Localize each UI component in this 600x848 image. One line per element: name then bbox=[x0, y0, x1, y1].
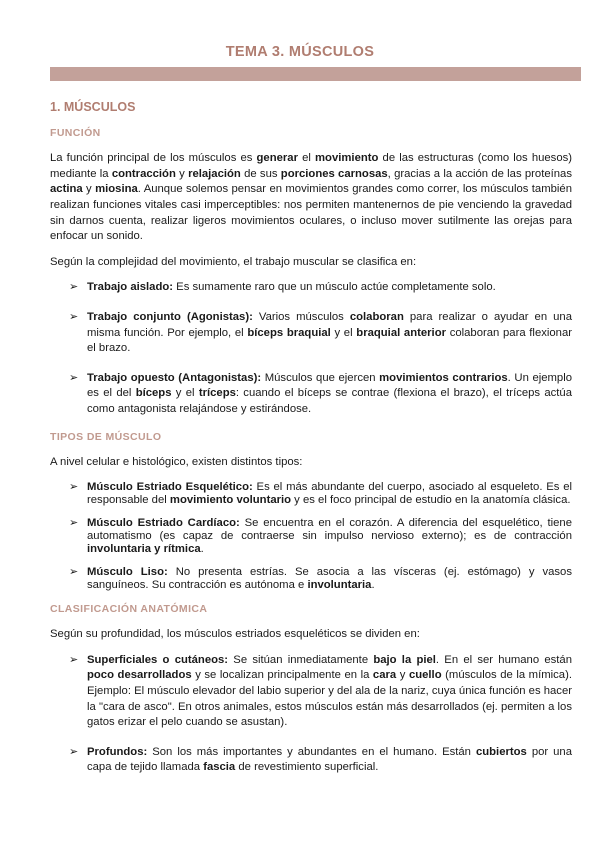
bold-text: movimiento bbox=[315, 152, 379, 165]
text-run: . Aunque solemos pensar en movimientos grandes como correr, los músculos también realizan funciones vitales casi imperceptibles: nos permiten mantenernos de pie venciendo la gravedad sin darnos cuenta, realizar ligeros movimientos oculares, o incluso mover sutilmente las orejas para enfocar un sonido. bbox=[50, 183, 572, 243]
text-run: . bbox=[371, 578, 375, 591]
bold-text: bíceps bbox=[135, 387, 172, 400]
bold-text: involuntaria bbox=[307, 578, 372, 591]
list-item bbox=[50, 566, 572, 592]
arrow-bullet-icon: ➢ bbox=[69, 281, 79, 294]
bold-text: actina bbox=[50, 183, 83, 196]
text-run: , gracias a la acción de las proteínas bbox=[387, 167, 572, 180]
arrow-bullet-icon: ➢ bbox=[69, 653, 79, 666]
bold-text: relajación bbox=[188, 167, 241, 180]
text-run: de revestimiento superficial. bbox=[235, 761, 379, 774]
list-trabajo bbox=[50, 280, 572, 417]
bold-text: cuello bbox=[408, 669, 442, 682]
bold-text: cubiertos bbox=[475, 745, 527, 758]
text-run: Se encuentra en el corazón. A diferencia del esquelético, tiene automatismo (es capaz de contraerse sin impulso nervioso externo); es de contracción bbox=[87, 516, 572, 542]
bold-text: Músculo Estriado Esquelético: bbox=[87, 480, 253, 493]
bold-text: Superficiales o cutáneos: bbox=[87, 653, 229, 666]
section-heading: 1. MÚSCULOS bbox=[50, 100, 136, 114]
list-item bbox=[50, 517, 572, 556]
list-clasificacion bbox=[50, 653, 572, 776]
paragraph-clasificacion-intro: Según su profundidad, los músculos estriados esqueléticos se dividen en: bbox=[50, 628, 420, 641]
text-run: Es el más abundante del cuerpo, asociado al esqueleto. Es el responsable del bbox=[87, 480, 572, 506]
bold-text: bajo la piel bbox=[373, 653, 436, 666]
text-run: y bbox=[396, 669, 409, 682]
text-run: por una capa de tejido llamada bbox=[87, 745, 572, 774]
subsection-heading-funcion: FUNCIÓN bbox=[50, 126, 101, 139]
list-item bbox=[50, 310, 572, 357]
text-run: Son los más importantes y abundantes en el humano. Están bbox=[147, 745, 476, 758]
bold-text: fascia bbox=[203, 761, 236, 774]
text-run: Se sitúan inmediatamente bbox=[228, 653, 374, 666]
bold-text: involuntaria y rítmica bbox=[87, 542, 201, 555]
paragraph-trabajo-intro: Según la complejidad del movimiento, el trabajo muscular se clasifica en: bbox=[50, 255, 417, 268]
bold-text: movimientos contrarios bbox=[379, 371, 508, 384]
page-title: TEMA 3. MÚSCULOS bbox=[225, 44, 375, 60]
text-run: colaboran para flexionar el brazo. bbox=[87, 326, 572, 355]
bold-text: movimiento voluntario bbox=[169, 493, 292, 506]
text-run: Músculos que ejercen bbox=[261, 371, 380, 384]
content bbox=[50, 100, 572, 790]
bold-text: Profundos: bbox=[87, 745, 148, 758]
text-run: y es el foco principal de estudio en la anatomía clásica. bbox=[291, 493, 571, 506]
bold-text: cara bbox=[372, 669, 397, 682]
text-run: . bbox=[200, 542, 204, 555]
list-item bbox=[50, 481, 572, 507]
list-tipos bbox=[50, 481, 572, 592]
bold-text: Trabajo opuesto (Antagonistas): bbox=[87, 371, 262, 384]
arrow-bullet-icon: ➢ bbox=[69, 480, 79, 493]
list-item bbox=[50, 280, 572, 296]
arrow-bullet-icon: ➢ bbox=[69, 745, 79, 758]
text-run: el bbox=[297, 152, 316, 165]
text-run: y se localizan principalmente en la bbox=[191, 669, 373, 682]
text-run: Varios músculos bbox=[252, 310, 350, 323]
arrow-bullet-icon: ➢ bbox=[69, 371, 79, 384]
arrow-bullet-icon: ➢ bbox=[69, 310, 79, 323]
text-run: y el bbox=[171, 387, 199, 400]
paragraph-funcion bbox=[50, 151, 572, 245]
text-run: y el bbox=[330, 326, 357, 339]
text-run: La función principal de los músculos es bbox=[50, 152, 257, 165]
list-item bbox=[50, 371, 572, 418]
bold-text: generar bbox=[256, 152, 298, 165]
text-run: No presenta estrías. Se asocia a las vísceras (ej. estómago) y vasos sanguíneos. Su contracción es autónoma e bbox=[87, 565, 572, 591]
bold-text: Trabajo conjunto (Agonistas): bbox=[87, 310, 253, 323]
title-divider-bar bbox=[50, 67, 581, 81]
text-run: de sus bbox=[240, 167, 281, 180]
bold-text: miosina bbox=[95, 183, 138, 196]
text-run: de las estructuras (como los huesos) mediante la bbox=[50, 152, 573, 180]
bold-text: poco desarrollados bbox=[87, 669, 192, 682]
text-run: : cuando el bíceps se contrae (flexiona el brazo), el tríceps actúa como antagonista relajándose y estirándose. bbox=[87, 387, 572, 415]
list-item bbox=[50, 745, 572, 776]
paragraph-tipos-intro: A nivel celular e histológico, existen distintos tipos: bbox=[50, 456, 303, 469]
text-run: y bbox=[82, 183, 96, 196]
subsection-heading-tipos: TIPOS DE MÚSCULO bbox=[50, 430, 162, 443]
text-run: (músculos de la mímica). Ejemplo: El músculo elevador del labio superior y del ala de la nariz, cuya única función es hacer la "cara de asco". En otros animales, estos músculos están más desarrollados (ej. permiten a los gatos erizar el pelo cuando se asustan). bbox=[87, 669, 572, 729]
list-item bbox=[50, 653, 572, 731]
arrow-bullet-icon: ➢ bbox=[69, 516, 79, 529]
bold-text: Músculo Estriado Cardíaco: bbox=[87, 516, 240, 529]
bold-text: contracción bbox=[111, 167, 176, 180]
subsection-heading-clasificacion: CLASIFICACIÓN ANATÓMICA bbox=[50, 602, 208, 615]
bold-text: Músculo Liso: bbox=[87, 565, 168, 578]
text-run: y bbox=[175, 167, 189, 180]
arrow-bullet-icon: ➢ bbox=[69, 565, 79, 578]
bold-text: tríceps bbox=[198, 387, 236, 400]
text-run: Es sumamente raro que un músculo actúe completamente solo. bbox=[173, 281, 496, 294]
bold-text: Trabajo aislado: bbox=[87, 281, 174, 294]
bold-text: porciones carnosas bbox=[280, 167, 388, 180]
text-run: para realizar o ayudar en una misma función. Por ejemplo, el bbox=[87, 310, 572, 339]
bold-text: bíceps braquial bbox=[247, 326, 331, 339]
text-run: . Un ejemplo es el del bbox=[87, 371, 573, 400]
text-run: . En el ser humano están bbox=[435, 653, 572, 666]
bold-text: colaboran bbox=[349, 310, 404, 323]
bold-text: braquial anterior bbox=[356, 326, 446, 339]
